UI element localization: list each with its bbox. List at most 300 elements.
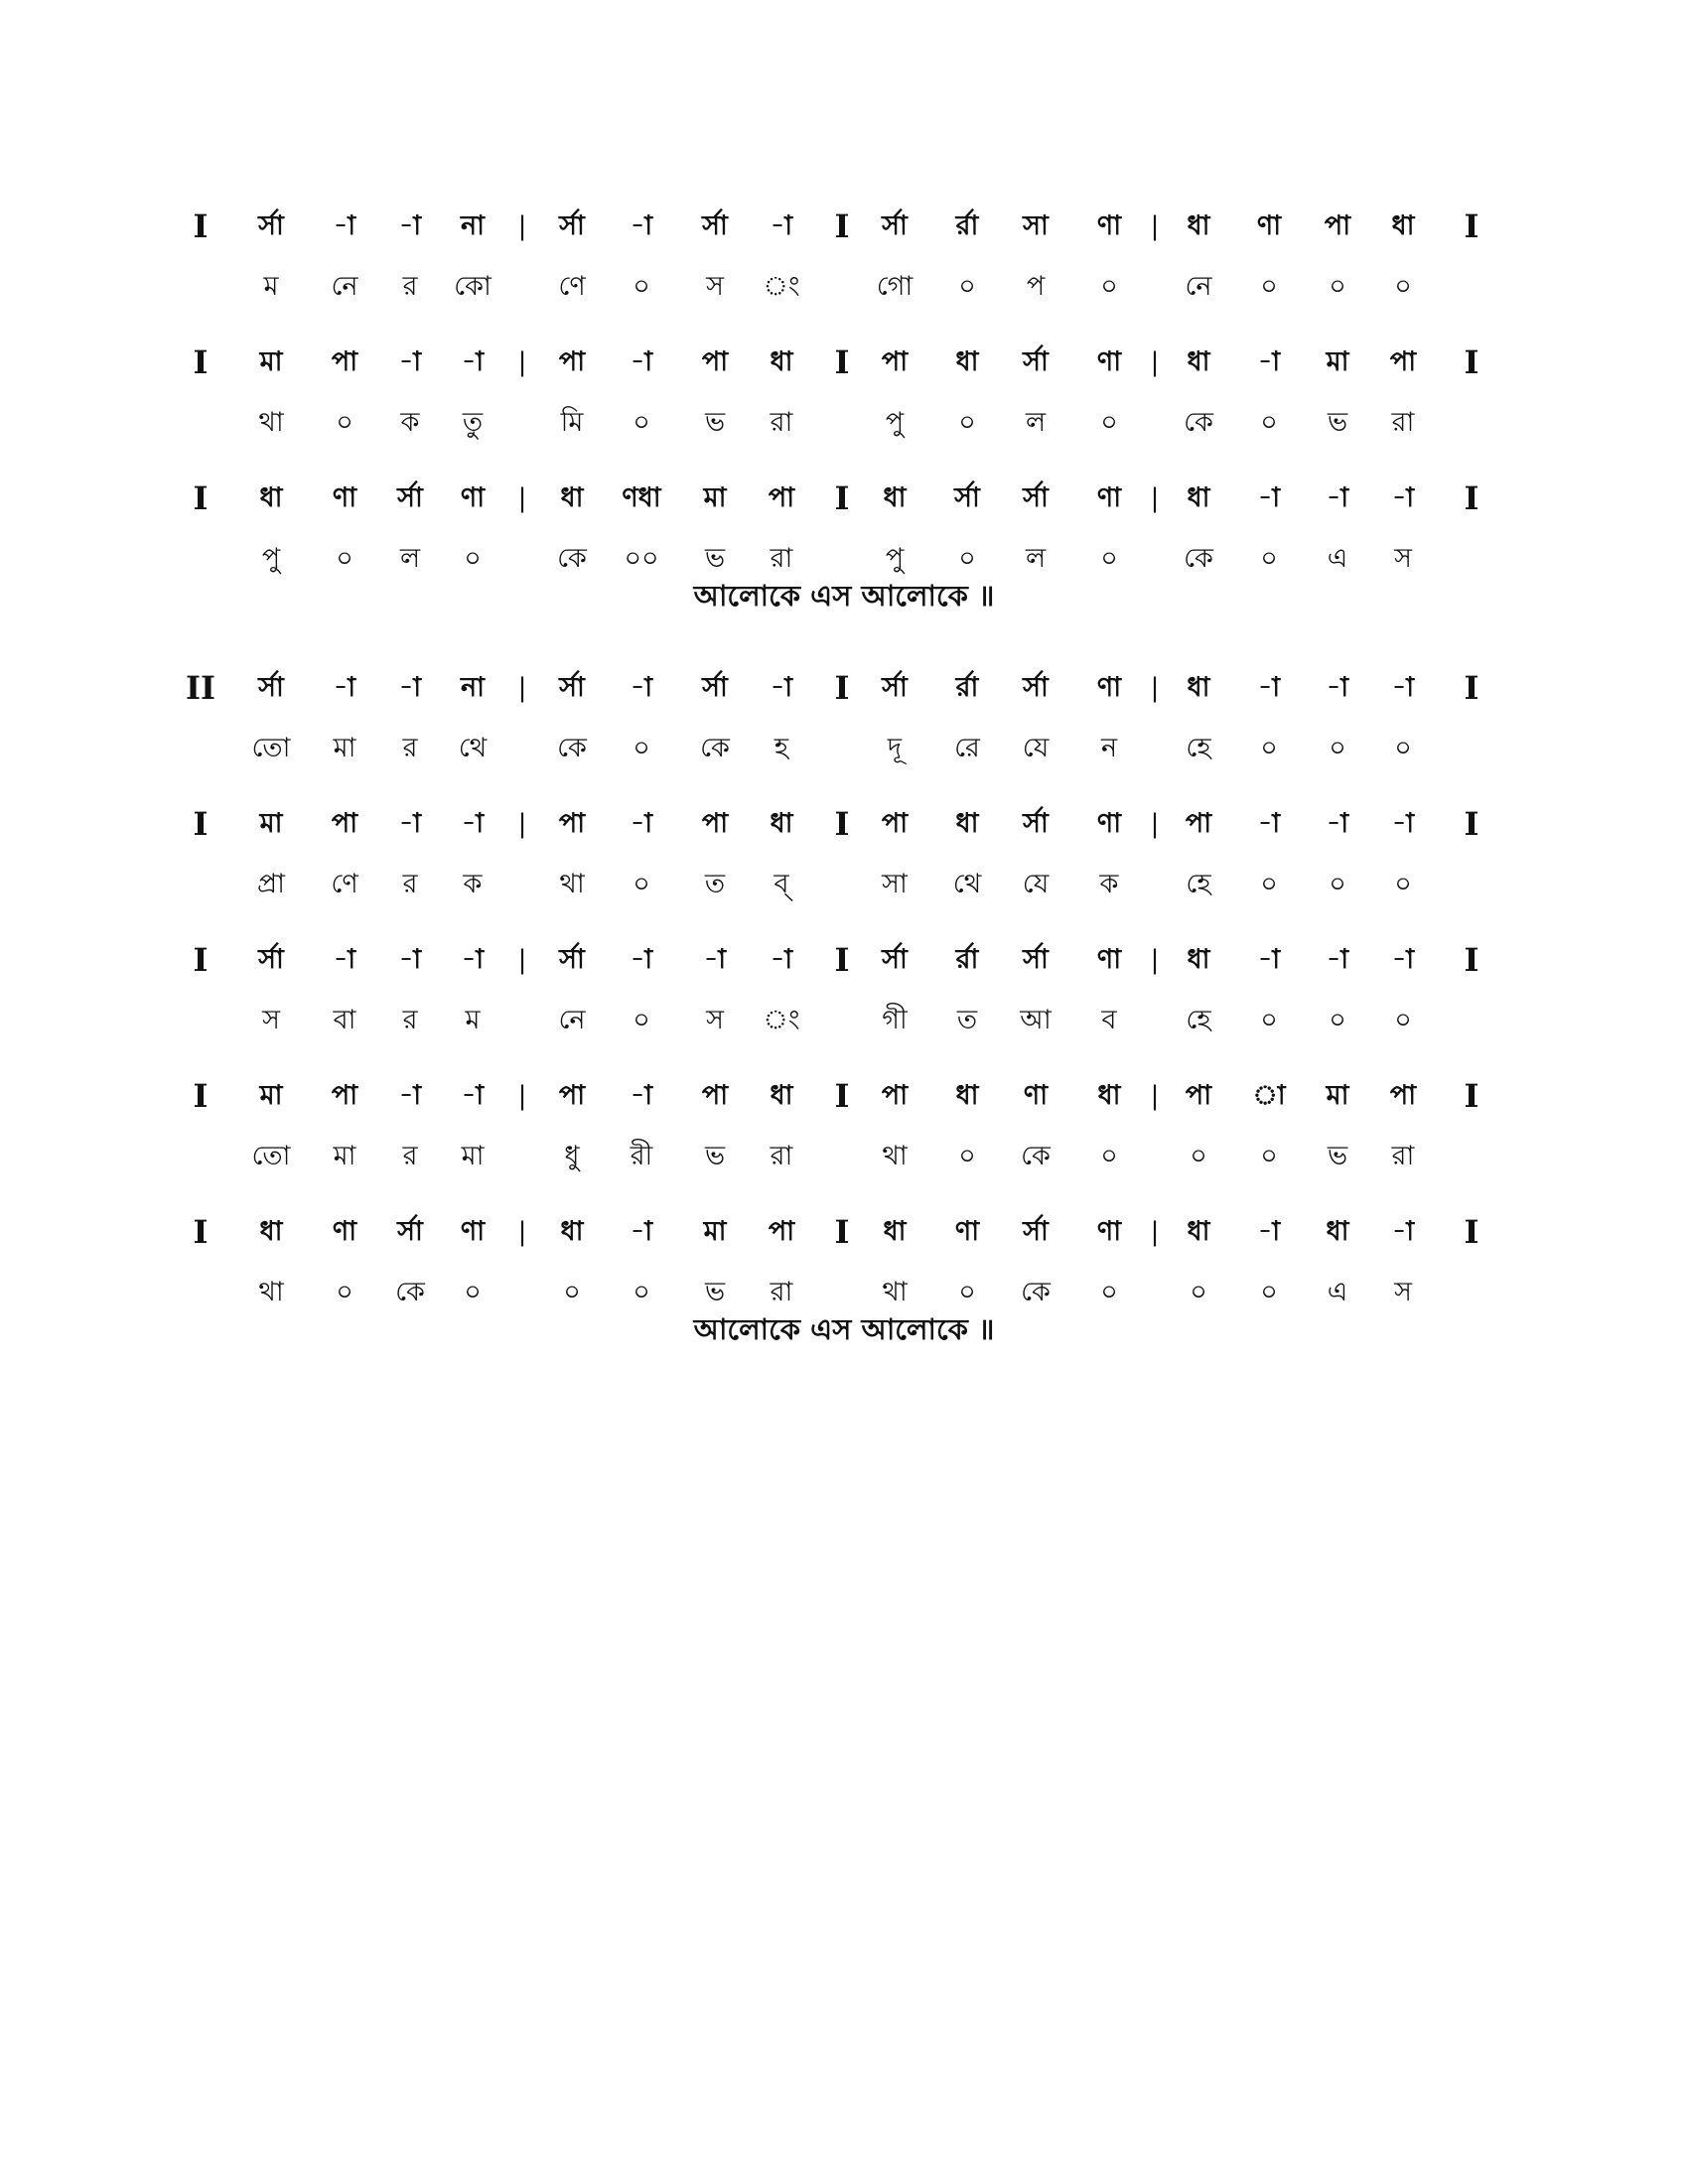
bar-line: II (186, 669, 215, 707)
swara-note: ধা (955, 808, 979, 839)
bar-line: I (1464, 343, 1479, 381)
lyric-syllable: ০ (1260, 869, 1278, 899)
lyric-syllable: ০ (1260, 407, 1278, 438)
swara-note: -া (1257, 482, 1281, 513)
lyric-syllable: ০ (1100, 407, 1118, 438)
lyric-syllable: ০ (633, 407, 650, 438)
swara-note: -া (630, 210, 653, 241)
swara-note: র্সা (559, 672, 585, 703)
swara-note: পা (1389, 346, 1417, 377)
lyric-syllable: থা (258, 1277, 284, 1307)
swara-note: -া (461, 944, 485, 975)
lyric-syllable: স (706, 1005, 724, 1035)
beat-divider: | (1150, 1081, 1160, 1111)
lyric-syllable: র (402, 733, 418, 763)
lyric-syllable: কে (557, 733, 587, 763)
swara-note: ধা (770, 346, 793, 377)
swara-note: -া (630, 346, 653, 377)
swara-note: -া (770, 944, 793, 975)
swara-note: ণা (460, 1216, 486, 1247)
swara-note: ণধা (622, 482, 661, 513)
lyric-syllable: র (402, 1005, 418, 1035)
lyric-syllable: ল (1025, 543, 1047, 574)
lyric-syllable: ণে (331, 869, 358, 899)
swara-note: ধা (1187, 944, 1210, 975)
swara-note: ধা (1326, 1216, 1349, 1247)
lyric-row (0, 1129, 1688, 1184)
swara-note: র্সা (258, 944, 284, 975)
bar-line: I (1464, 479, 1479, 517)
swara-note: -া (630, 808, 653, 839)
lyric-syllable: নে (1185, 271, 1212, 302)
swara-note: -া (1326, 944, 1349, 975)
beat-divider: | (1150, 1217, 1160, 1247)
lyric-syllable: কে (557, 543, 587, 574)
swara-note: -া (630, 1080, 653, 1111)
swara-note: ধা (1187, 1216, 1210, 1247)
swara-note: পা (881, 1080, 909, 1111)
swara-note: -া (1257, 672, 1281, 703)
swara-note: -া (1257, 346, 1281, 377)
lyric-syllable: কে (1184, 543, 1213, 574)
swara-note: পা (558, 1080, 586, 1111)
lyric-syllable: রা (770, 407, 793, 438)
lyric-syllable: রা (770, 1141, 793, 1171)
swara-note: -া (770, 210, 793, 241)
swara-note: ধা (955, 1080, 979, 1111)
swara-note: ধা (770, 808, 793, 839)
swara-note: পা (331, 808, 358, 839)
lyric-syllable: ভ (704, 407, 726, 438)
swara-note: ধা (560, 482, 584, 513)
swara-note: মা (703, 1216, 727, 1247)
lyric-syllable: ল (399, 543, 421, 574)
swara-note: -া (333, 944, 356, 975)
lyric-syllable: মা (333, 1141, 356, 1171)
swara-row (0, 471, 1688, 526)
lyric-syllable: থে (952, 869, 982, 899)
swara-note: পা (1185, 808, 1212, 839)
swara-note: ধা (1187, 346, 1210, 377)
lyric-syllable: ০ (1190, 1277, 1207, 1307)
swara-note: -া (461, 1080, 485, 1111)
lyric-syllable: স (1394, 1277, 1412, 1307)
lyric-syllable: ভ (704, 1141, 726, 1171)
lyric-syllable: ০ (1100, 543, 1118, 574)
swara-note: র্সা (882, 944, 908, 975)
bar-line: I (834, 479, 850, 517)
lyric-syllable: স (706, 271, 724, 302)
lyric-syllable: র (402, 271, 418, 302)
lyric-syllable: থা (882, 1277, 908, 1307)
lyric-syllable: র (402, 1141, 418, 1171)
lyric-syllable: ০ (958, 1277, 976, 1307)
lyric-syllable: রা (770, 543, 793, 574)
swara-note: -া (398, 210, 422, 241)
swara-note: র্রা (955, 944, 979, 975)
swara-note: -া (398, 1080, 422, 1111)
swara-note: পা (701, 346, 729, 377)
lyric-syllable: ভ (704, 543, 726, 574)
lyric-syllable: ০ (1100, 1277, 1118, 1307)
lyric-syllable: হে (1186, 733, 1211, 763)
swara-note: মা (1326, 1080, 1349, 1111)
swara-note: -া (1257, 808, 1281, 839)
lyric-syllable: প (1026, 271, 1046, 302)
bar-line: I (1464, 1077, 1479, 1115)
lyric-syllable: ত (704, 869, 726, 899)
swara-note: ণা (1096, 808, 1122, 839)
lyric-syllable: তু (462, 407, 484, 438)
swara-note: পা (881, 346, 909, 377)
swara-note: পা (1185, 1080, 1212, 1111)
swara-note: র্সা (258, 672, 284, 703)
swara-row (0, 660, 1688, 716)
swara-note: ণা (1096, 346, 1122, 377)
swara-note: -া (1391, 672, 1415, 703)
lyric-syllable: ম (263, 271, 279, 302)
swara-note: র্রা (955, 672, 979, 703)
lyric-syllable: স (1394, 543, 1412, 574)
lyric-syllable: ০ (958, 271, 976, 302)
lyric-syllable: হে (1186, 1005, 1211, 1035)
swara-note: ণা (1096, 210, 1122, 241)
swara-note: র্রা (955, 210, 979, 241)
swara-note: া (1252, 1080, 1286, 1111)
swara-note: ধা (770, 1080, 793, 1111)
bar-line: I (834, 1213, 850, 1251)
lyric-syllable: ণে (558, 271, 586, 302)
swara-note: ণা (1096, 482, 1122, 513)
swara-note: পা (331, 346, 358, 377)
lyric-syllable: র (402, 869, 418, 899)
lyric-syllable: ০ (1329, 271, 1346, 302)
swara-note: -া (703, 944, 727, 975)
beat-divider: | (517, 1081, 527, 1111)
swara-row (0, 1068, 1688, 1124)
bar-line: I (1464, 805, 1479, 843)
lyric-syllable: কে (1021, 1141, 1051, 1171)
swara-note: র্সা (1023, 346, 1049, 377)
lyric-syllable: ং (763, 1005, 800, 1035)
lyric-syllable: ০ (1329, 1005, 1346, 1035)
lyric-syllable: হ (774, 733, 789, 763)
swara-note: ধা (955, 346, 979, 377)
lyric-syllable: ০ (1100, 271, 1118, 302)
lyric-syllable: ল (1025, 407, 1047, 438)
lyric-syllable: হে (1186, 869, 1211, 899)
swara-note: -া (398, 346, 422, 377)
swara-note: ণা (1256, 210, 1282, 241)
bar-line: I (834, 1077, 850, 1115)
swara-note: ণা (332, 1216, 357, 1247)
swara-note: ণা (332, 482, 357, 513)
beat-divider: | (517, 673, 527, 703)
swara-note: পা (768, 482, 795, 513)
lyric-syllable: ০ (958, 407, 976, 438)
lyric-syllable: ০ (1329, 869, 1346, 899)
swara-note: -া (398, 944, 422, 975)
lyric-syllable: ং (763, 271, 800, 302)
swara-note: র্সা (954, 482, 980, 513)
lyric-syllable: গো (876, 271, 914, 302)
swara-note: র্সা (702, 672, 728, 703)
lyric-syllable: ০ (1394, 733, 1412, 763)
beat-divider: | (517, 1217, 527, 1247)
lyric-syllable: যে (1022, 733, 1050, 763)
lyric-syllable: ০ (464, 1277, 482, 1307)
lyric-syllable: ০ (633, 271, 650, 302)
lyric-syllable: ব (1101, 1005, 1117, 1035)
swara-note: -া (1257, 1216, 1281, 1247)
swara-note: -া (1326, 672, 1349, 703)
lyric-syllable: কে (1021, 1277, 1051, 1307)
swara-note: -া (1391, 482, 1415, 513)
lyric-syllable: থে (458, 733, 488, 763)
lyric-row (0, 259, 1688, 315)
swara-note: ধা (1391, 210, 1415, 241)
bar-line: I (193, 1213, 209, 1251)
lyric-syllable: ধু (564, 1141, 580, 1171)
lyric-syllable: পু (885, 407, 905, 438)
lyric-syllable: ত (956, 1005, 978, 1035)
bar-line: I (193, 479, 209, 517)
lyric-syllable: ভ (1327, 407, 1348, 438)
swara-note: র্সা (397, 482, 423, 513)
lyric-row (0, 395, 1688, 451)
swara-note: -া (1391, 1216, 1415, 1247)
beat-divider: | (517, 211, 527, 241)
bar-line: I (193, 941, 209, 979)
lyric-syllable: ০ (1394, 271, 1412, 302)
swara-note: -া (630, 944, 653, 975)
swara-note: ধা (259, 482, 283, 513)
lyric-syllable: ০ (336, 543, 353, 574)
beat-divider: | (1150, 211, 1160, 241)
lyric-syllable: ০ (1329, 733, 1346, 763)
swara-note: ণা (1096, 672, 1122, 703)
swara-note: র্সা (1023, 1216, 1049, 1247)
lyric-syllable: ০ (1394, 869, 1412, 899)
beat-divider: | (517, 809, 527, 839)
lyric-syllable: ০ (1260, 1141, 1278, 1171)
beat-divider: | (517, 945, 527, 975)
lyric-syllable: রা (770, 1277, 793, 1307)
swara-note: মা (259, 346, 283, 377)
lyric-syllable: গী (882, 1005, 908, 1035)
swara-note: ধা (1187, 672, 1210, 703)
lyric-syllable: ০ (464, 543, 482, 574)
swara-note: ধা (1187, 482, 1210, 513)
lyric-syllable: নে (558, 1005, 586, 1035)
swara-note: পা (1389, 1080, 1417, 1111)
lyric-syllable: কে (1184, 407, 1213, 438)
lyric-syllable: ন (1100, 733, 1118, 763)
lyric-syllable: ভ (704, 1277, 726, 1307)
bar-line: I (1464, 669, 1479, 707)
lyric-syllable: বা (333, 1005, 356, 1035)
swara-note: -া (461, 808, 485, 839)
lyric-syllable: ০ (1260, 543, 1278, 574)
swara-note: ধা (259, 1216, 283, 1247)
swara-note: মা (1326, 346, 1349, 377)
lyric-syllable: ০০ (624, 543, 659, 574)
lyric-syllable: এ (1327, 543, 1348, 574)
lyric-syllable: ব্ (774, 869, 789, 899)
lyric-syllable: ০ (1100, 1141, 1118, 1171)
bar-line: I (1464, 941, 1479, 979)
beat-divider: | (1150, 673, 1160, 703)
lyric-syllable: ০ (958, 1141, 976, 1171)
swara-note: র্সা (1023, 482, 1049, 513)
lyric-syllable: মা (461, 1141, 485, 1171)
swara-note: ণা (954, 1216, 980, 1247)
swara-note: -া (1391, 944, 1415, 975)
lyric-syllable: রে (954, 733, 980, 763)
swara-note: র্সা (258, 210, 284, 241)
bar-line: I (834, 941, 850, 979)
bar-line: I (1464, 1213, 1479, 1251)
lyric-syllable: ক (1099, 869, 1119, 899)
lyric-syllable: ০ (1260, 1277, 1278, 1307)
bar-line: I (193, 207, 209, 245)
swara-note: পা (881, 808, 909, 839)
swara-note: ধা (560, 1216, 584, 1247)
lyric-syllable: থা (559, 869, 585, 899)
beat-divider: | (1150, 945, 1160, 975)
swara-note: মা (703, 482, 727, 513)
swara-note: র্সা (882, 672, 908, 703)
swara-note: পা (1324, 210, 1351, 241)
lyric-syllable: থা (258, 407, 284, 438)
swara-note: না (461, 672, 485, 703)
swara-note: -া (1391, 808, 1415, 839)
lyric-syllable: ভ (1327, 1141, 1348, 1171)
swara-note: -া (1326, 482, 1349, 513)
swara-note: মা (259, 808, 283, 839)
swara-row (0, 335, 1688, 390)
swara-note: ণা (460, 482, 486, 513)
lyric-syllable: সা (882, 869, 908, 899)
bar-line: I (834, 805, 850, 843)
swara-row (0, 796, 1688, 852)
beat-divider: | (1150, 483, 1160, 513)
lyric-syllable: পু (261, 543, 281, 574)
refrain-line: আলোকে এস আলোকে ॥ (693, 579, 995, 613)
swara-note: -া (1326, 808, 1349, 839)
lyric-syllable: ০ (336, 407, 353, 438)
swara-note: ধা (883, 1216, 907, 1247)
swara-row (0, 199, 1688, 254)
bar-line: I (834, 207, 850, 245)
lyric-syllable: আ (1020, 1005, 1052, 1035)
swara-note: পা (701, 808, 729, 839)
lyric-syllable: তো (251, 1141, 291, 1171)
lyric-syllable: ক (400, 407, 420, 438)
lyric-syllable: ০ (958, 543, 976, 574)
swara-note: ধা (1097, 1080, 1121, 1111)
lyric-syllable: পু (885, 543, 905, 574)
lyric-syllable: থা (882, 1141, 908, 1171)
lyric-syllable: ০ (1260, 733, 1278, 763)
swara-note: -া (461, 346, 485, 377)
swara-note: র্সা (559, 210, 585, 241)
lyric-syllable: ০ (633, 1277, 650, 1307)
swara-note: -া (630, 672, 653, 703)
beat-divider: | (1150, 347, 1160, 377)
lyric-syllable: মি (560, 407, 584, 438)
lyric-syllable: প্রা (257, 869, 285, 899)
lyric-syllable: ০ (563, 1277, 581, 1307)
swara-note: র্সা (1023, 672, 1049, 703)
lyric-row (0, 993, 1688, 1048)
swara-note: ধা (1187, 210, 1210, 241)
lyric-syllable: কে (395, 1277, 425, 1307)
swara-note: পা (558, 346, 586, 377)
lyric-syllable: মা (333, 733, 356, 763)
swara-note: র্সা (1023, 808, 1049, 839)
bar-line: I (193, 1077, 209, 1115)
beat-divider: | (517, 483, 527, 513)
swara-note: মা (259, 1080, 283, 1111)
lyric-syllable: দূ (887, 733, 903, 763)
swara-note: পা (558, 808, 586, 839)
swara-note: ণা (1096, 1216, 1122, 1247)
swara-note: -া (1257, 944, 1281, 975)
swara-note: র্সা (882, 210, 908, 241)
swara-note: -া (770, 672, 793, 703)
swara-note: পা (701, 1080, 729, 1111)
lyric-syllable: তো (251, 733, 291, 763)
beat-divider: | (1150, 809, 1160, 839)
bar-line: I (193, 805, 209, 843)
swara-note: পা (768, 1216, 795, 1247)
swara-note: র্সা (1023, 944, 1049, 975)
swara-note: -া (398, 672, 422, 703)
swara-note: পা (331, 1080, 358, 1111)
lyric-syllable: ০ (633, 1005, 650, 1035)
lyric-syllable: এ (1327, 1277, 1348, 1307)
lyric-syllable: রা (1391, 407, 1415, 438)
swara-note: -া (398, 808, 422, 839)
lyric-syllable: রী (630, 1141, 653, 1171)
lyric-syllable: রা (1391, 1141, 1415, 1171)
beat-divider: | (517, 347, 527, 377)
bar-line: I (834, 669, 850, 707)
swara-note: সা (1023, 210, 1049, 241)
swara-note: ধা (883, 482, 907, 513)
lyric-syllable: ০ (336, 1277, 353, 1307)
lyric-syllable: ০ (1260, 271, 1278, 302)
swara-note: র্সা (397, 1216, 423, 1247)
lyric-syllable: ০ (1260, 1005, 1278, 1035)
lyric-syllable: নে (331, 271, 358, 302)
lyric-syllable: ক (463, 869, 483, 899)
bar-line: I (193, 343, 209, 381)
swara-row (0, 932, 1688, 988)
swara-note: না (461, 210, 485, 241)
swara-note: র্সা (702, 210, 728, 241)
swara-note: ণা (1023, 1080, 1049, 1111)
swara-row (0, 1204, 1688, 1260)
lyric-syllable: ম (465, 1005, 481, 1035)
lyric-syllable: কে (700, 733, 730, 763)
swara-note: র্সা (559, 944, 585, 975)
swara-note: -া (333, 210, 356, 241)
lyric-syllable: যে (1022, 869, 1050, 899)
lyric-row (0, 857, 1688, 912)
lyric-syllable: কো (454, 271, 492, 302)
